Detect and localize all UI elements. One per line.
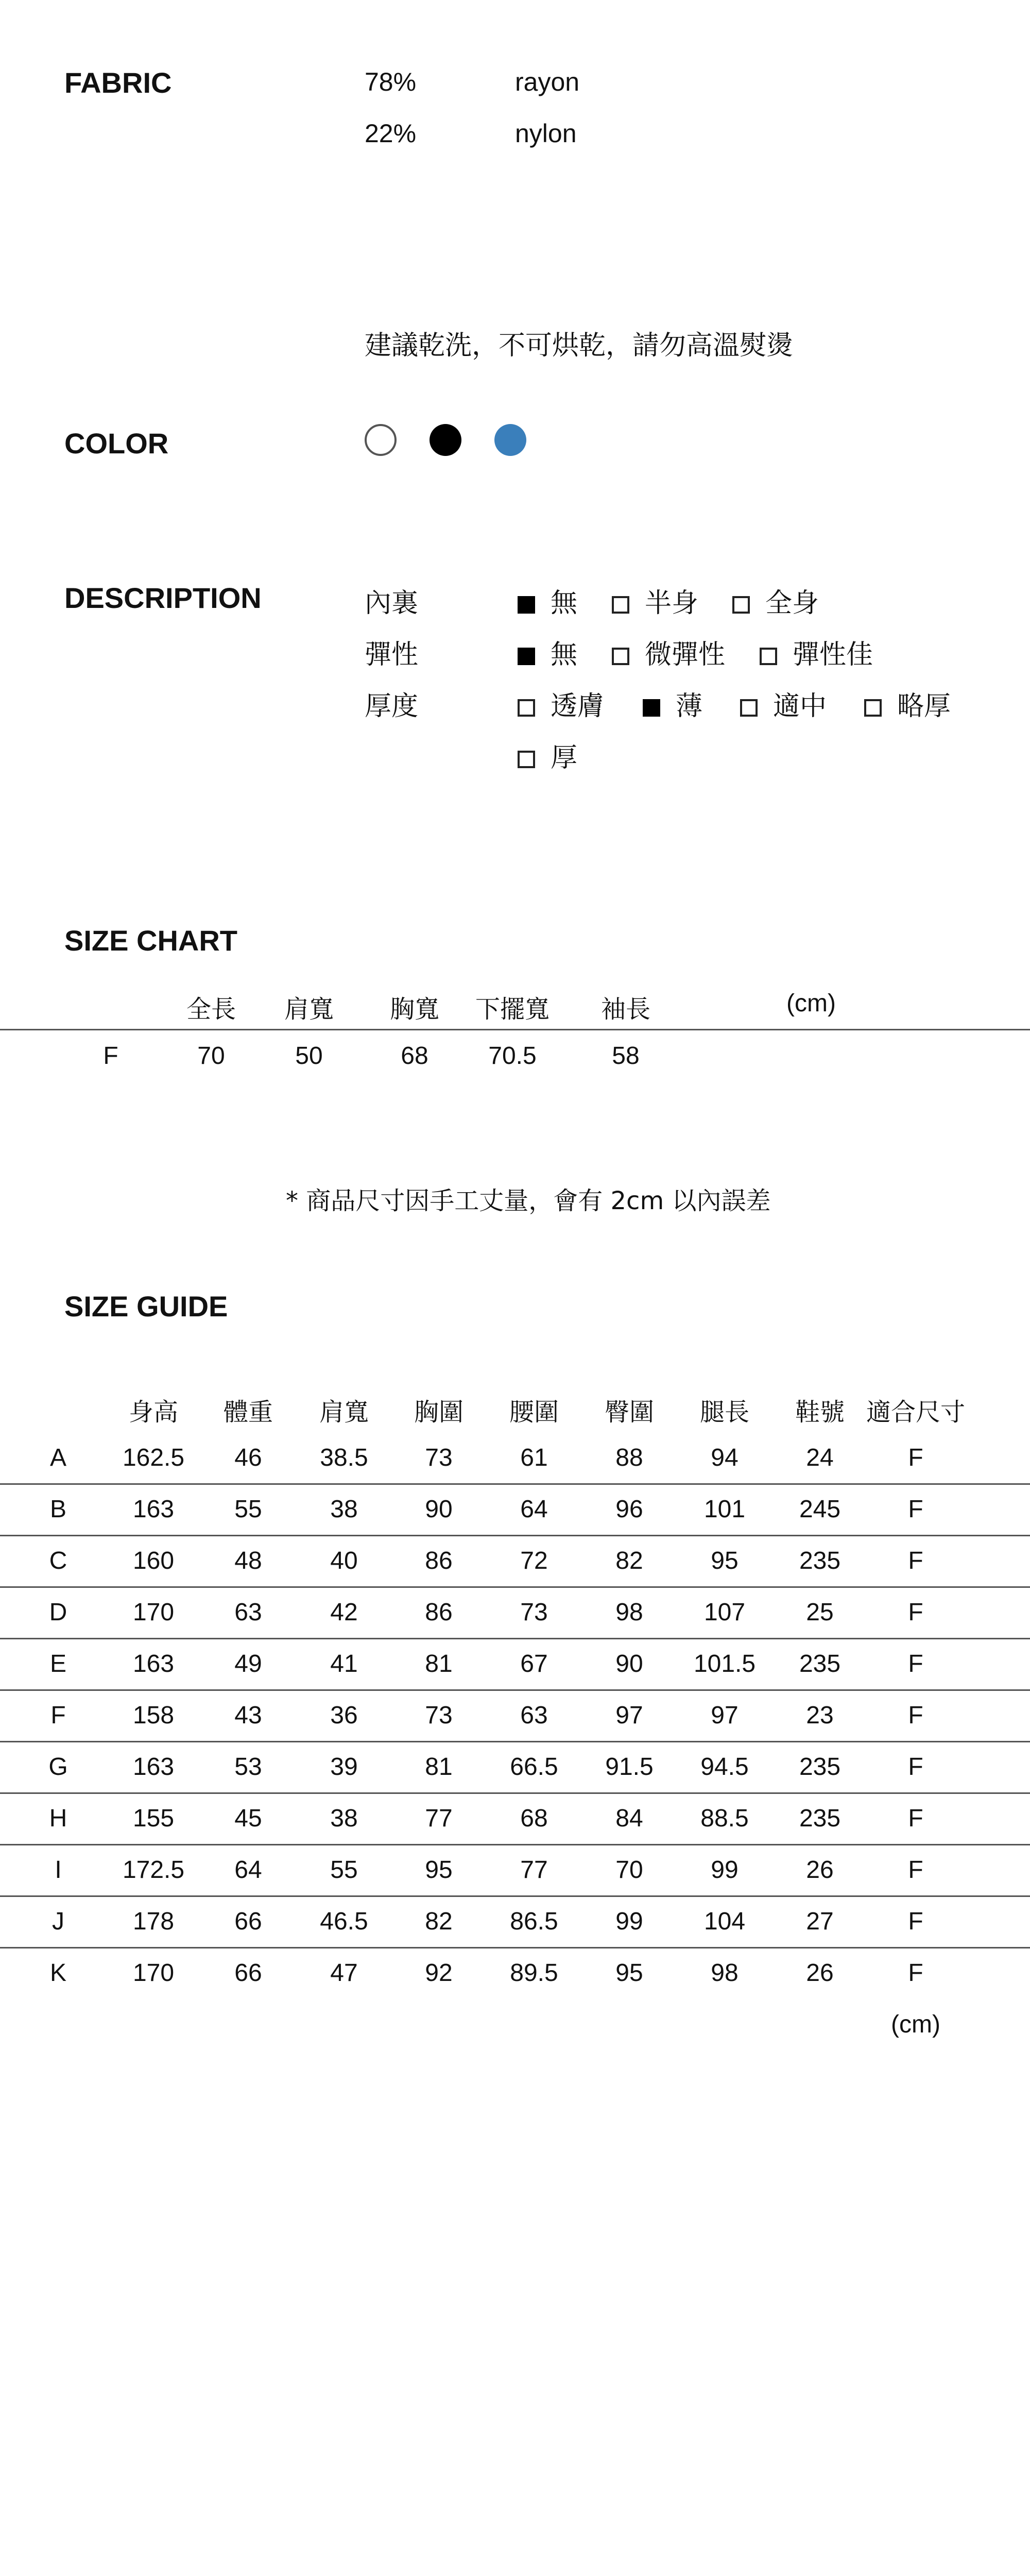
size-guide-cell: 98	[711, 1959, 739, 1987]
size-chart-cell: 68	[401, 1042, 428, 1070]
size-guide-cell: 63	[520, 1702, 548, 1729]
size-guide-cell: 25	[806, 1599, 834, 1626]
size-guide-cell: 46	[234, 1444, 262, 1471]
option-lining-full	[732, 581, 819, 620]
size-guide-header: 鞋號	[795, 1398, 845, 1427]
size-guide-cell: 107	[703, 1599, 746, 1626]
size-guide-cell: 81	[425, 1650, 453, 1677]
size-guide-cell: F	[908, 1856, 923, 1884]
size-chart-divider	[0, 1029, 1030, 1030]
size-guide-cell: F	[908, 1650, 923, 1677]
size-guide-cell: 97	[711, 1702, 739, 1729]
size-guide-header: 臀圍	[604, 1398, 654, 1427]
checkbox-empty-icon	[740, 699, 758, 717]
size-guide-cell: 101.5	[693, 1650, 756, 1677]
description-label-lining: 內裏	[365, 588, 419, 619]
checkbox-checked-icon	[643, 699, 660, 717]
size-guide-cell: 84	[615, 1805, 643, 1832]
color-swatch-white	[365, 424, 397, 456]
size-guide-row-divider	[0, 1483, 1030, 1485]
size-guide-cell: 235	[799, 1650, 841, 1677]
size-chart-cell: 70.5	[488, 1042, 537, 1070]
size-guide-cell: 91.5	[605, 1753, 654, 1781]
size-guide-cell: 95	[711, 1547, 739, 1574]
size-guide-cell: 64	[520, 1496, 548, 1523]
size-guide-cell: 235	[799, 1753, 841, 1781]
size-guide-cell: F	[908, 1805, 923, 1832]
size-guide-cell: 158	[132, 1702, 175, 1729]
size-chart-note: * 商品尺寸因手工丈量，會有 2cm 以內誤差	[286, 1187, 771, 1215]
size-guide-cell: F	[908, 1444, 923, 1471]
size-guide-cell: F	[908, 1547, 923, 1574]
size-guide-cell: 47	[330, 1959, 358, 1987]
option-label: 半身	[645, 588, 699, 619]
checkbox-empty-icon	[518, 751, 535, 768]
size-guide-cell: 70	[615, 1856, 643, 1884]
option-label: 透膚	[551, 691, 605, 722]
size-guide-cell: 67	[520, 1650, 548, 1677]
size-chart-header: 全長	[186, 995, 236, 1024]
option-elasticity-good	[760, 633, 873, 671]
size-guide-cell: F	[908, 1959, 923, 1987]
size-guide-row-label: G	[48, 1753, 68, 1781]
option-thickness-slightly-thick	[864, 684, 951, 723]
size-guide-cell: 72	[520, 1547, 548, 1574]
size-guide-row-label: K	[49, 1959, 66, 1987]
option-thickness-medium	[740, 684, 827, 723]
size-guide-header: 腰圍	[509, 1398, 559, 1427]
size-guide-cell: 104	[703, 1908, 746, 1935]
size-guide-heading: SIZE GUIDE	[64, 1290, 228, 1323]
size-guide-cell: 88	[615, 1444, 643, 1471]
size-guide-cell: 160	[132, 1547, 175, 1574]
size-guide-cell: 46.5	[320, 1908, 368, 1935]
size-guide-header: 體重	[223, 1398, 273, 1427]
size-guide-cell: 163	[132, 1650, 175, 1677]
size-guide-row-label: H	[49, 1805, 67, 1832]
size-guide-cell: 73	[425, 1444, 453, 1471]
option-label: 無	[551, 639, 578, 670]
size-chart-unit: (cm)	[786, 990, 836, 1017]
size-guide-cell: 38	[330, 1805, 358, 1832]
size-guide-cell: 48	[234, 1547, 262, 1574]
size-guide-cell: F	[908, 1753, 923, 1781]
size-guide-cell: 88.5	[700, 1805, 749, 1832]
size-guide-row-label: F	[50, 1702, 66, 1729]
size-guide-cell: 235	[799, 1805, 841, 1832]
size-guide-cell: 163	[132, 1496, 175, 1523]
size-guide-cell: F	[908, 1702, 923, 1729]
size-guide-cell: 155	[132, 1805, 175, 1832]
size-chart-header: 胸寬	[389, 995, 439, 1024]
size-guide-cell: 96	[615, 1496, 643, 1523]
fabric-heading: FABRIC	[64, 66, 172, 99]
size-guide-cell: 95	[425, 1856, 453, 1884]
size-guide-header: 胸圍	[414, 1398, 464, 1427]
size-guide-cell: 66.5	[510, 1753, 558, 1781]
size-guide-cell: 98	[615, 1599, 643, 1626]
option-thickness-thin	[643, 684, 702, 723]
size-guide-row-divider	[0, 1586, 1030, 1588]
size-guide-cell: 90	[615, 1650, 643, 1677]
fabric-material: nylon	[515, 119, 577, 148]
option-label: 全身	[765, 588, 819, 619]
size-guide-cell: 82	[615, 1547, 643, 1574]
color-swatch-black	[430, 424, 461, 456]
size-guide-cell: 99	[711, 1856, 739, 1884]
size-guide-cell: 94	[711, 1444, 739, 1471]
size-guide-cell: 172.5	[122, 1856, 185, 1884]
size-guide-row-divider	[0, 1535, 1030, 1536]
size-guide-row-divider	[0, 1638, 1030, 1639]
size-guide-cell: 162.5	[122, 1444, 185, 1471]
option-thickness-thick	[518, 736, 577, 774]
size-guide-cell: 73	[520, 1599, 548, 1626]
size-guide-cell: 36	[330, 1702, 358, 1729]
size-guide-cell: 45	[234, 1805, 262, 1832]
option-label: 微彈性	[645, 639, 726, 670]
option-label: 略厚	[897, 691, 951, 722]
size-guide-cell: 163	[132, 1753, 175, 1781]
size-guide-row-label: E	[49, 1650, 66, 1677]
size-guide-cell: 27	[806, 1908, 834, 1935]
size-guide-cell: 66	[234, 1959, 262, 1987]
size-guide-header: 適合尺寸	[866, 1398, 965, 1427]
option-elasticity-slight	[612, 633, 725, 671]
size-guide-cell: 170	[132, 1599, 175, 1626]
size-guide-cell: 26	[806, 1856, 834, 1884]
size-guide-cell: 42	[330, 1599, 358, 1626]
size-guide-cell: 99	[615, 1908, 643, 1935]
color-heading: COLOR	[64, 427, 169, 460]
size-guide-cell: 26	[806, 1959, 834, 1987]
color-swatch-blue	[494, 424, 526, 456]
checkbox-empty-icon	[732, 596, 750, 614]
size-guide-header: 腿長	[699, 1398, 749, 1427]
size-guide-row-divider	[0, 1792, 1030, 1794]
size-guide-cell: 24	[806, 1444, 834, 1471]
size-chart-heading: SIZE CHART	[64, 924, 237, 957]
size-chart-size-label: F	[103, 1042, 118, 1070]
size-guide-row-divider	[0, 1689, 1030, 1691]
size-chart-header: 肩寬	[284, 995, 334, 1024]
option-label: 彈性佳	[793, 639, 873, 670]
size-guide-cell: 49	[234, 1650, 262, 1677]
size-guide-unit: (cm)	[891, 2011, 940, 2038]
size-guide-cell: 97	[615, 1702, 643, 1729]
size-guide-cell: 63	[234, 1599, 262, 1626]
size-guide-row-divider	[0, 1895, 1030, 1897]
checkbox-empty-icon	[518, 699, 535, 717]
size-guide-cell: 92	[425, 1959, 453, 1987]
size-guide-cell: 23	[806, 1702, 834, 1729]
size-guide-cell: 245	[799, 1496, 841, 1523]
size-guide-cell: 68	[520, 1805, 548, 1832]
size-guide-cell: 89.5	[510, 1959, 558, 1987]
size-guide-cell: 77	[425, 1805, 453, 1832]
size-guide-row-label: D	[49, 1599, 67, 1626]
size-guide-cell: F	[908, 1496, 923, 1523]
size-chart-header: 袖長	[600, 995, 650, 1024]
size-chart-cell: 50	[295, 1042, 323, 1070]
description-label-elasticity: 彈性	[365, 639, 419, 670]
size-guide-cell: 73	[425, 1702, 453, 1729]
size-guide-cell: 66	[234, 1908, 262, 1935]
fabric-percent: 78%	[365, 67, 417, 96]
size-guide-cell: 86	[425, 1599, 453, 1626]
size-guide-row-divider	[0, 1844, 1030, 1845]
option-elasticity-none	[518, 633, 577, 671]
size-guide-cell: F	[908, 1908, 923, 1935]
size-guide-cell: 38	[330, 1496, 358, 1523]
size-guide-cell: 90	[425, 1496, 453, 1523]
size-guide-cell: 101	[703, 1496, 746, 1523]
size-guide-cell: 55	[234, 1496, 262, 1523]
size-guide-cell: 64	[234, 1856, 262, 1884]
care-instructions: 建議乾洗，不可烘乾，請勿高溫熨燙	[365, 330, 794, 361]
checkbox-checked-icon	[518, 648, 535, 665]
option-label: 薄	[676, 691, 703, 722]
size-guide-row-label: C	[49, 1547, 67, 1574]
size-guide-cell: 43	[234, 1702, 262, 1729]
description-heading: DESCRIPTION	[64, 582, 262, 614]
size-chart-header: 下擺寬	[475, 995, 550, 1024]
description-label-thickness: 厚度	[365, 691, 419, 722]
size-guide-cell: 95	[615, 1959, 643, 1987]
option-thickness-sheer	[518, 684, 604, 723]
size-guide-cell: 81	[425, 1753, 453, 1781]
size-guide-cell: 178	[132, 1908, 175, 1935]
fabric-percent: 22%	[365, 119, 417, 148]
checkbox-empty-icon	[612, 596, 629, 614]
size-guide-row-divider	[0, 1947, 1030, 1948]
checkbox-empty-icon	[760, 648, 777, 665]
size-guide-cell: 41	[330, 1650, 358, 1677]
size-guide-cell: 40	[330, 1547, 358, 1574]
size-guide-cell: 77	[520, 1856, 548, 1884]
checkbox-checked-icon	[518, 596, 535, 614]
size-guide-cell: 170	[132, 1959, 175, 1987]
size-guide-cell: 53	[234, 1753, 262, 1781]
size-guide-cell: F	[908, 1599, 923, 1626]
size-guide-cell: 55	[330, 1856, 358, 1884]
option-lining-half	[612, 581, 698, 620]
option-label: 適中	[773, 691, 827, 722]
option-label: 無	[551, 588, 578, 619]
size-guide-cell: 86.5	[510, 1908, 558, 1935]
size-guide-cell: 235	[799, 1547, 841, 1574]
size-guide-header: 肩寬	[319, 1398, 369, 1427]
size-guide-header: 身高	[128, 1398, 178, 1427]
size-guide-cell: 94.5	[700, 1753, 749, 1781]
size-guide-row-label: B	[49, 1496, 66, 1523]
size-guide-cell: 61	[520, 1444, 548, 1471]
checkbox-empty-icon	[864, 699, 882, 717]
size-guide-row-label: A	[49, 1444, 66, 1471]
size-guide-row-label: J	[52, 1908, 64, 1935]
checkbox-empty-icon	[612, 648, 629, 665]
size-guide-cell: 82	[425, 1908, 453, 1935]
size-guide-cell: 39	[330, 1753, 358, 1781]
size-guide-cell: 86	[425, 1547, 453, 1574]
size-chart-cell: 58	[612, 1042, 640, 1070]
size-guide-row-label: I	[55, 1856, 62, 1884]
fabric-material: rayon	[515, 67, 580, 96]
option-lining-none	[518, 581, 577, 620]
option-label: 厚	[551, 742, 578, 773]
size-guide-cell: 38.5	[320, 1444, 368, 1471]
size-guide-row-divider	[0, 1741, 1030, 1742]
size-chart-cell: 70	[197, 1042, 225, 1070]
